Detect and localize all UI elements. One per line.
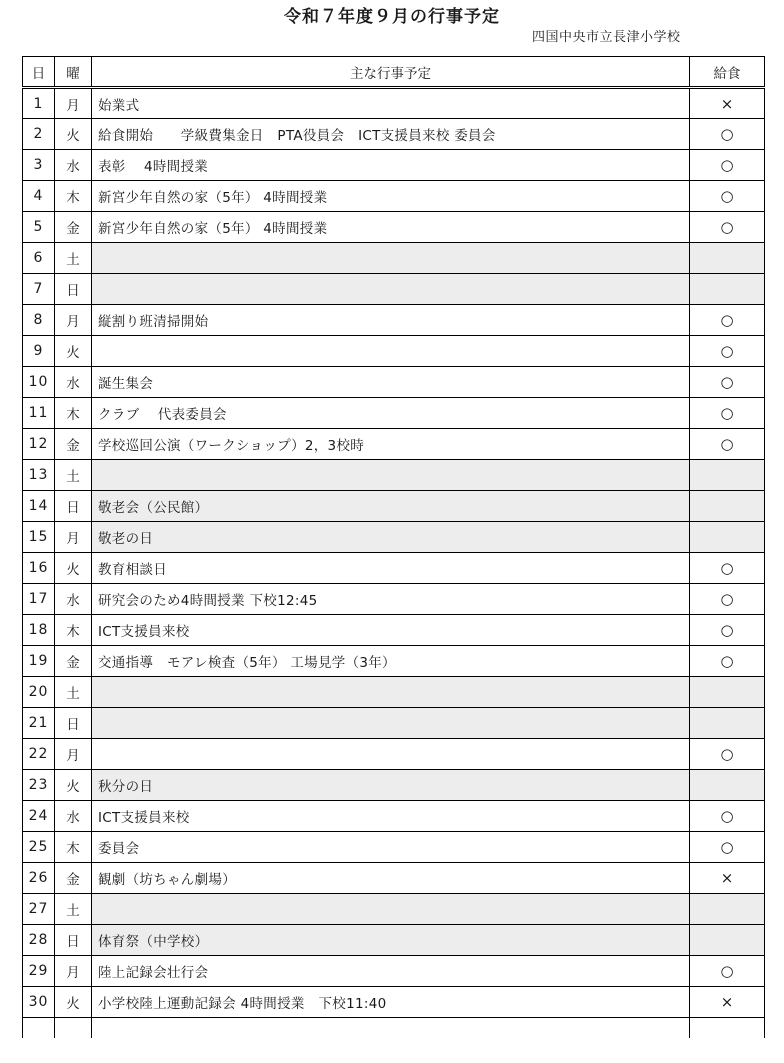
lunch-cell: ○ [690, 181, 765, 212]
table-row [23, 987, 765, 1018]
day-cell: 19 [23, 646, 55, 677]
weekday-cell: 月 [55, 88, 92, 119]
table-row-empty [23, 1018, 765, 1038]
day-cell: 14 [23, 491, 55, 522]
weekday-cell: 月 [55, 522, 92, 553]
events-cell [92, 677, 690, 708]
header-weekday: 曜 [55, 57, 92, 88]
events-cell: ICT支援員来校 [92, 801, 690, 832]
lunch-cell: ○ [690, 832, 765, 863]
lunch-cell: ○ [690, 801, 765, 832]
weekday-cell: 水 [55, 584, 92, 615]
events-cell [92, 460, 690, 491]
lunch-cell: ○ [690, 305, 765, 336]
events-cell: 学校巡回公演（ワークショップ）2，3校時 [92, 429, 690, 460]
lunch-cell: ○ [690, 646, 765, 677]
day-cell: 8 [23, 305, 55, 336]
table-row [23, 615, 765, 646]
weekday-cell: 水 [55, 367, 92, 398]
lunch-cell [690, 491, 765, 522]
table-row [23, 770, 765, 801]
events-cell: 敬老の日 [92, 522, 690, 553]
table-row [23, 894, 765, 925]
day-cell: 22 [23, 739, 55, 770]
day-cell: 27 [23, 894, 55, 925]
day-cell: 4 [23, 181, 55, 212]
lunch-cell [690, 894, 765, 925]
day-cell: 23 [23, 770, 55, 801]
day-cell: 11 [23, 398, 55, 429]
day-cell: 26 [23, 863, 55, 894]
weekday-cell: 日 [55, 925, 92, 956]
day-cell: 21 [23, 708, 55, 739]
events-cell: 交通指導 モアレ検査（5年） 工場見学（3年） [92, 646, 690, 677]
events-cell: 誕生集会 [92, 367, 690, 398]
weekday-cell: 金 [55, 863, 92, 894]
day-cell: 12 [23, 429, 55, 460]
events-cell: 表彰 4時間授業 [92, 150, 690, 181]
table-row [23, 956, 765, 987]
day-cell: 28 [23, 925, 55, 956]
schedule-body [23, 88, 765, 1038]
table-row [23, 181, 765, 212]
events-cell [92, 708, 690, 739]
lunch-cell: ○ [690, 553, 765, 584]
weekday-cell: 土 [55, 460, 92, 491]
events-cell: 敬老会（公民館） [92, 491, 690, 522]
table-row [23, 863, 765, 894]
weekday-cell: 月 [55, 305, 92, 336]
lunch-cell: ○ [690, 367, 765, 398]
lunch-cell: × [690, 987, 765, 1018]
weekday-cell: 火 [55, 553, 92, 584]
weekday-cell: 金 [55, 212, 92, 243]
table-row [23, 677, 765, 708]
events-cell [92, 336, 690, 367]
table-row [23, 212, 765, 243]
lunch-cell: ○ [690, 119, 765, 150]
events-cell: 観劇（坊ちゃん劇場） [92, 863, 690, 894]
lunch-cell: ○ [690, 336, 765, 367]
table-row [23, 801, 765, 832]
events-cell: 新宮少年自然の家（5年） 4時間授業 [92, 181, 690, 212]
weekday-cell: 水 [55, 150, 92, 181]
weekday-cell: 日 [55, 708, 92, 739]
weekday-cell: 土 [55, 894, 92, 925]
events-cell: ICT支援員来校 [92, 615, 690, 646]
weekday-cell: 水 [55, 801, 92, 832]
events-cell: 給食開始 学級費集金日 PTA役員会 ICT支援員来校 委員会 [92, 119, 690, 150]
weekday-cell: 日 [55, 491, 92, 522]
day-cell: 17 [23, 584, 55, 615]
header-day: 日 [23, 57, 55, 88]
lunch-cell [690, 522, 765, 553]
lunch-cell [690, 460, 765, 491]
day-cell: 9 [23, 336, 55, 367]
table-row [23, 925, 765, 956]
table-row [23, 584, 765, 615]
events-cell: 縦割り班清掃開始 [92, 305, 690, 336]
weekday-cell: 土 [55, 677, 92, 708]
lunch-cell: ○ [690, 956, 765, 987]
weekday-cell: 木 [55, 398, 92, 429]
day-cell: 16 [23, 553, 55, 584]
table-row [23, 553, 765, 584]
day-cell: 1 [23, 88, 55, 119]
table-row [23, 305, 765, 336]
events-cell: 新宮少年自然の家（5年） 4時間授業 [92, 212, 690, 243]
day-cell: 25 [23, 832, 55, 863]
table-row [23, 832, 765, 863]
weekday-cell: 火 [55, 770, 92, 801]
table-row [23, 522, 765, 553]
lunch-cell [690, 708, 765, 739]
day-cell: 24 [23, 801, 55, 832]
day-cell: 18 [23, 615, 55, 646]
events-cell: クラブ 代表委員会 [92, 398, 690, 429]
events-cell: 研究会のため4時間授業 下校12:45 [92, 584, 690, 615]
events-cell [92, 739, 690, 770]
table-row [23, 243, 765, 274]
lunch-cell: ○ [690, 398, 765, 429]
table-row [23, 739, 765, 770]
events-cell [92, 243, 690, 274]
day-cell: 13 [23, 460, 55, 491]
table-row [23, 491, 765, 522]
table-row [23, 119, 765, 150]
empty-cell [92, 1018, 690, 1038]
weekday-cell: 月 [55, 956, 92, 987]
empty-cell [55, 1018, 92, 1038]
weekday-cell: 日 [55, 274, 92, 305]
weekday-cell: 木 [55, 832, 92, 863]
events-cell: 秋分の日 [92, 770, 690, 801]
lunch-cell [690, 770, 765, 801]
day-cell: 10 [23, 367, 55, 398]
table-row [23, 708, 765, 739]
lunch-cell: ○ [690, 584, 765, 615]
school-name: 四国中央市立長津小学校 [532, 30, 681, 45]
weekday-cell: 木 [55, 181, 92, 212]
header-events: 主な行事予定 [92, 57, 690, 88]
lunch-cell [690, 925, 765, 956]
weekday-cell: 金 [55, 429, 92, 460]
day-cell: 6 [23, 243, 55, 274]
lunch-cell [690, 274, 765, 305]
lunch-cell: ○ [690, 739, 765, 770]
events-cell [92, 274, 690, 305]
events-cell: 教育相談日 [92, 553, 690, 584]
empty-cell [23, 1018, 55, 1038]
events-cell: 委員会 [92, 832, 690, 863]
weekday-cell: 土 [55, 243, 92, 274]
day-cell: 29 [23, 956, 55, 987]
day-cell: 2 [23, 119, 55, 150]
day-cell: 15 [23, 522, 55, 553]
lunch-cell: ○ [690, 429, 765, 460]
day-cell: 30 [23, 987, 55, 1018]
lunch-cell: ○ [690, 150, 765, 181]
day-cell: 5 [23, 212, 55, 243]
weekday-cell: 火 [55, 336, 92, 367]
header-lunch: 給食 [690, 57, 765, 88]
weekday-cell: 火 [55, 119, 92, 150]
day-cell: 3 [23, 150, 55, 181]
table-row [23, 274, 765, 305]
header-row [23, 57, 765, 88]
table-row [23, 88, 765, 119]
weekday-cell: 火 [55, 987, 92, 1018]
table-row [23, 336, 765, 367]
day-cell: 20 [23, 677, 55, 708]
events-cell: 陸上記録会壮行会 [92, 956, 690, 987]
events-cell [92, 894, 690, 925]
events-cell: 体育祭（中学校） [92, 925, 690, 956]
lunch-cell [690, 677, 765, 708]
table-row [23, 367, 765, 398]
events-cell: 始業式 [92, 88, 690, 119]
events-cell: 小学校陸上運動記録会 4時間授業 下校11:40 [92, 987, 690, 1018]
weekday-cell: 木 [55, 615, 92, 646]
weekday-cell: 月 [55, 739, 92, 770]
page-title: 令和７年度９月の行事予定 [284, 7, 500, 27]
lunch-cell: × [690, 88, 765, 119]
lunch-cell: × [690, 863, 765, 894]
weekday-cell: 金 [55, 646, 92, 677]
schedule-table [22, 56, 765, 1038]
lunch-cell: ○ [690, 615, 765, 646]
table-row [23, 460, 765, 491]
lunch-cell [690, 243, 765, 274]
table-row [23, 398, 765, 429]
day-cell: 7 [23, 274, 55, 305]
table-row [23, 646, 765, 677]
lunch-cell: ○ [690, 212, 765, 243]
empty-cell [690, 1018, 765, 1038]
table-row [23, 150, 765, 181]
table-row [23, 429, 765, 460]
